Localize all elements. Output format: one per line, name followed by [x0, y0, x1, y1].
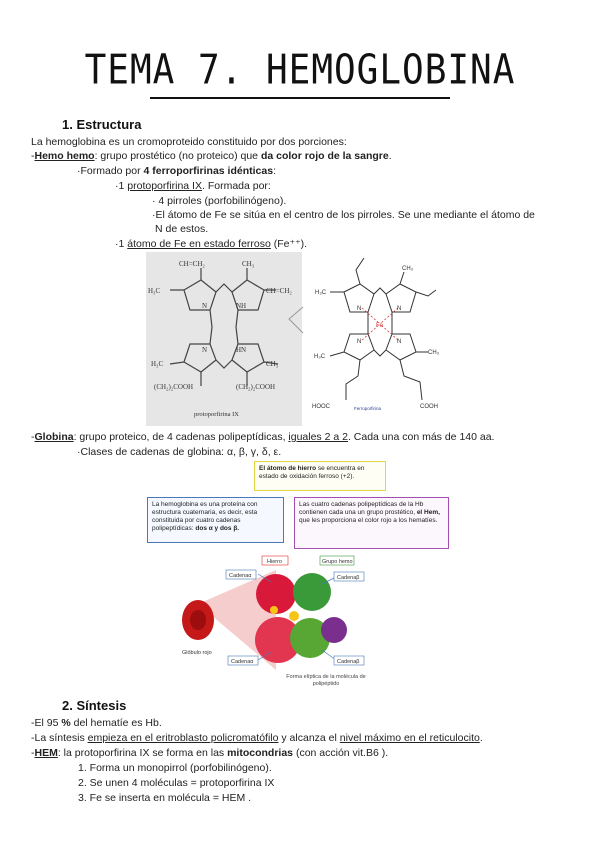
label-cadena-beta-1: Cadenaβ — [337, 575, 360, 581]
formado-line: ·Formado por 4 ferroporfirinas idénticas: — [77, 165, 276, 177]
fig1-group-7: (CH₂)₂COOH — [154, 383, 194, 391]
pirroles-line: · 4 pirroles (porfobilinógeno). — [152, 195, 287, 207]
clases-line: ·Clases de cadenas de globina: α, β, γ, δ, ε. — [77, 446, 282, 458]
hemoglobin-illustration — [176, 552, 392, 694]
title-underline — [150, 97, 450, 99]
hemo-line: -Hemo hemo: grupo prostético (no proteico) que da color rojo de la sangre. — [31, 150, 392, 162]
label-globulo-rojo: Glóbulo rojo — [182, 650, 212, 656]
fig2-group-6: COOH — [420, 404, 438, 410]
intro-text: La hemoglobina es un cromoproteido constituido por dos porciones: — [31, 136, 347, 148]
label-grupo-hemo: Grupo hemo — [322, 559, 353, 565]
fig1-nh: NH — [236, 302, 247, 310]
iron-info-box: El átomo de hierro se encuentra en estado de oxidación ferroso (+2). — [254, 461, 386, 491]
label-cadena-beta-2: Cadenaβ — [337, 659, 360, 665]
ferroporfirina-structure — [310, 252, 450, 420]
fe-line: ·1 átomo de Fe en estado ferroso (Fe⁺⁺). — [115, 238, 308, 250]
fig2-group-5: HOOC — [312, 404, 330, 410]
atomo-line-1: ·El átomo de Fe se sitúa en el centro de los pirroles. Se une mediante el átomo de — [152, 209, 535, 221]
fig1-group-1: CH=CH₂ — [179, 260, 205, 268]
globina-line: -Globina: grupo proteico, de 4 cadenas polipeptídicas, iguales 2 a 2. Cada una con más de 140 aa. — [31, 431, 495, 443]
fig1-group-4: CH=CH₂ — [266, 287, 292, 295]
fig1-group-8: (CH₂)₂COOH — [236, 383, 276, 391]
fig1-group-2: CH₃ — [242, 260, 255, 268]
section-heading-estructura: 1. Estructura — [62, 117, 142, 132]
fig2-group-3: CH₃ — [428, 350, 440, 356]
fig2-fe: Fe — [376, 323, 384, 329]
hem-info-box: Las cuatro cadenas polipeptídicas de la Hb contienen cada una un grupo prostético, el Hem, que les proporciona el color rojo a los hematíes. — [294, 497, 449, 549]
fig1-group-6: CH₃ — [266, 360, 279, 368]
fig2-n2: N — [397, 306, 402, 312]
label-cadena-alfa-2: Cadenaα — [231, 659, 254, 665]
structure-fragment — [283, 305, 305, 335]
section-heading-sintesis: 2. Síntesis — [62, 698, 127, 713]
fig2-group-1: H₃C — [315, 290, 327, 296]
hemo-term: Hemo hemo — [34, 150, 95, 162]
page-title: TEMA 7. HEMOGLOBINA — [84, 46, 516, 95]
step-2: 2. Se unen 4 moléculas = protoporfirina IX — [78, 777, 275, 789]
fig2-n4: N — [397, 339, 402, 345]
step-3: 3. Fe se inserta en molécula = HEM . — [78, 792, 252, 804]
ferroporfirina-figure — [310, 252, 450, 420]
protoporfirina-line: ·1 protoporfirina IX. Formada por: — [115, 180, 271, 192]
fig2-caption: Ferroporfirina — [354, 406, 382, 411]
fig2-n3: N — [357, 339, 362, 345]
label-forma-eliptica: Forma elíptica de la molécula de polipéptido — [286, 674, 366, 687]
fig1-hn: HN — [236, 346, 247, 354]
fig1-n2: N — [202, 346, 208, 354]
sintesis-line: -La síntesis empieza en el eritroblasto policromatófilo y alcanza el nivel máximo en el reticulocito. — [31, 732, 483, 744]
fig1-n1: N — [202, 302, 208, 310]
protoporfirina-structure — [146, 252, 302, 426]
fig2-group-4: H₃C — [314, 354, 326, 360]
fig2-n1: N — [357, 306, 362, 312]
hb-percent-line: -El 95 % del hematíe es Hb. — [31, 717, 162, 729]
step-1: 1. Forma un monopirrol (porfobilinógeno). — [78, 762, 272, 774]
protoporfirina-figure — [146, 252, 302, 426]
label-hierro: Hierro — [267, 559, 282, 565]
fig1-group-5: H₃C — [151, 360, 164, 368]
fig1-group-3: H₃C — [148, 287, 161, 295]
label-cadena-alfa-1: Cadenaα — [229, 573, 252, 579]
structure-info-box: La hemoglobina es una proteína con estructura cuaternaria, es decir, esta constituida por cuatro cadenas polipeptídicas: dos α y dos β. — [147, 497, 284, 543]
fig1-caption: protoporfirina IX — [194, 411, 239, 418]
fig2-group-2: CH₃ — [402, 266, 414, 272]
hem-line: -HEM: la protoporfirina IX se forma en las mitocondrias (con acción vit.B6 ). — [31, 747, 389, 759]
atomo-line-2: N de estos. — [155, 223, 209, 235]
